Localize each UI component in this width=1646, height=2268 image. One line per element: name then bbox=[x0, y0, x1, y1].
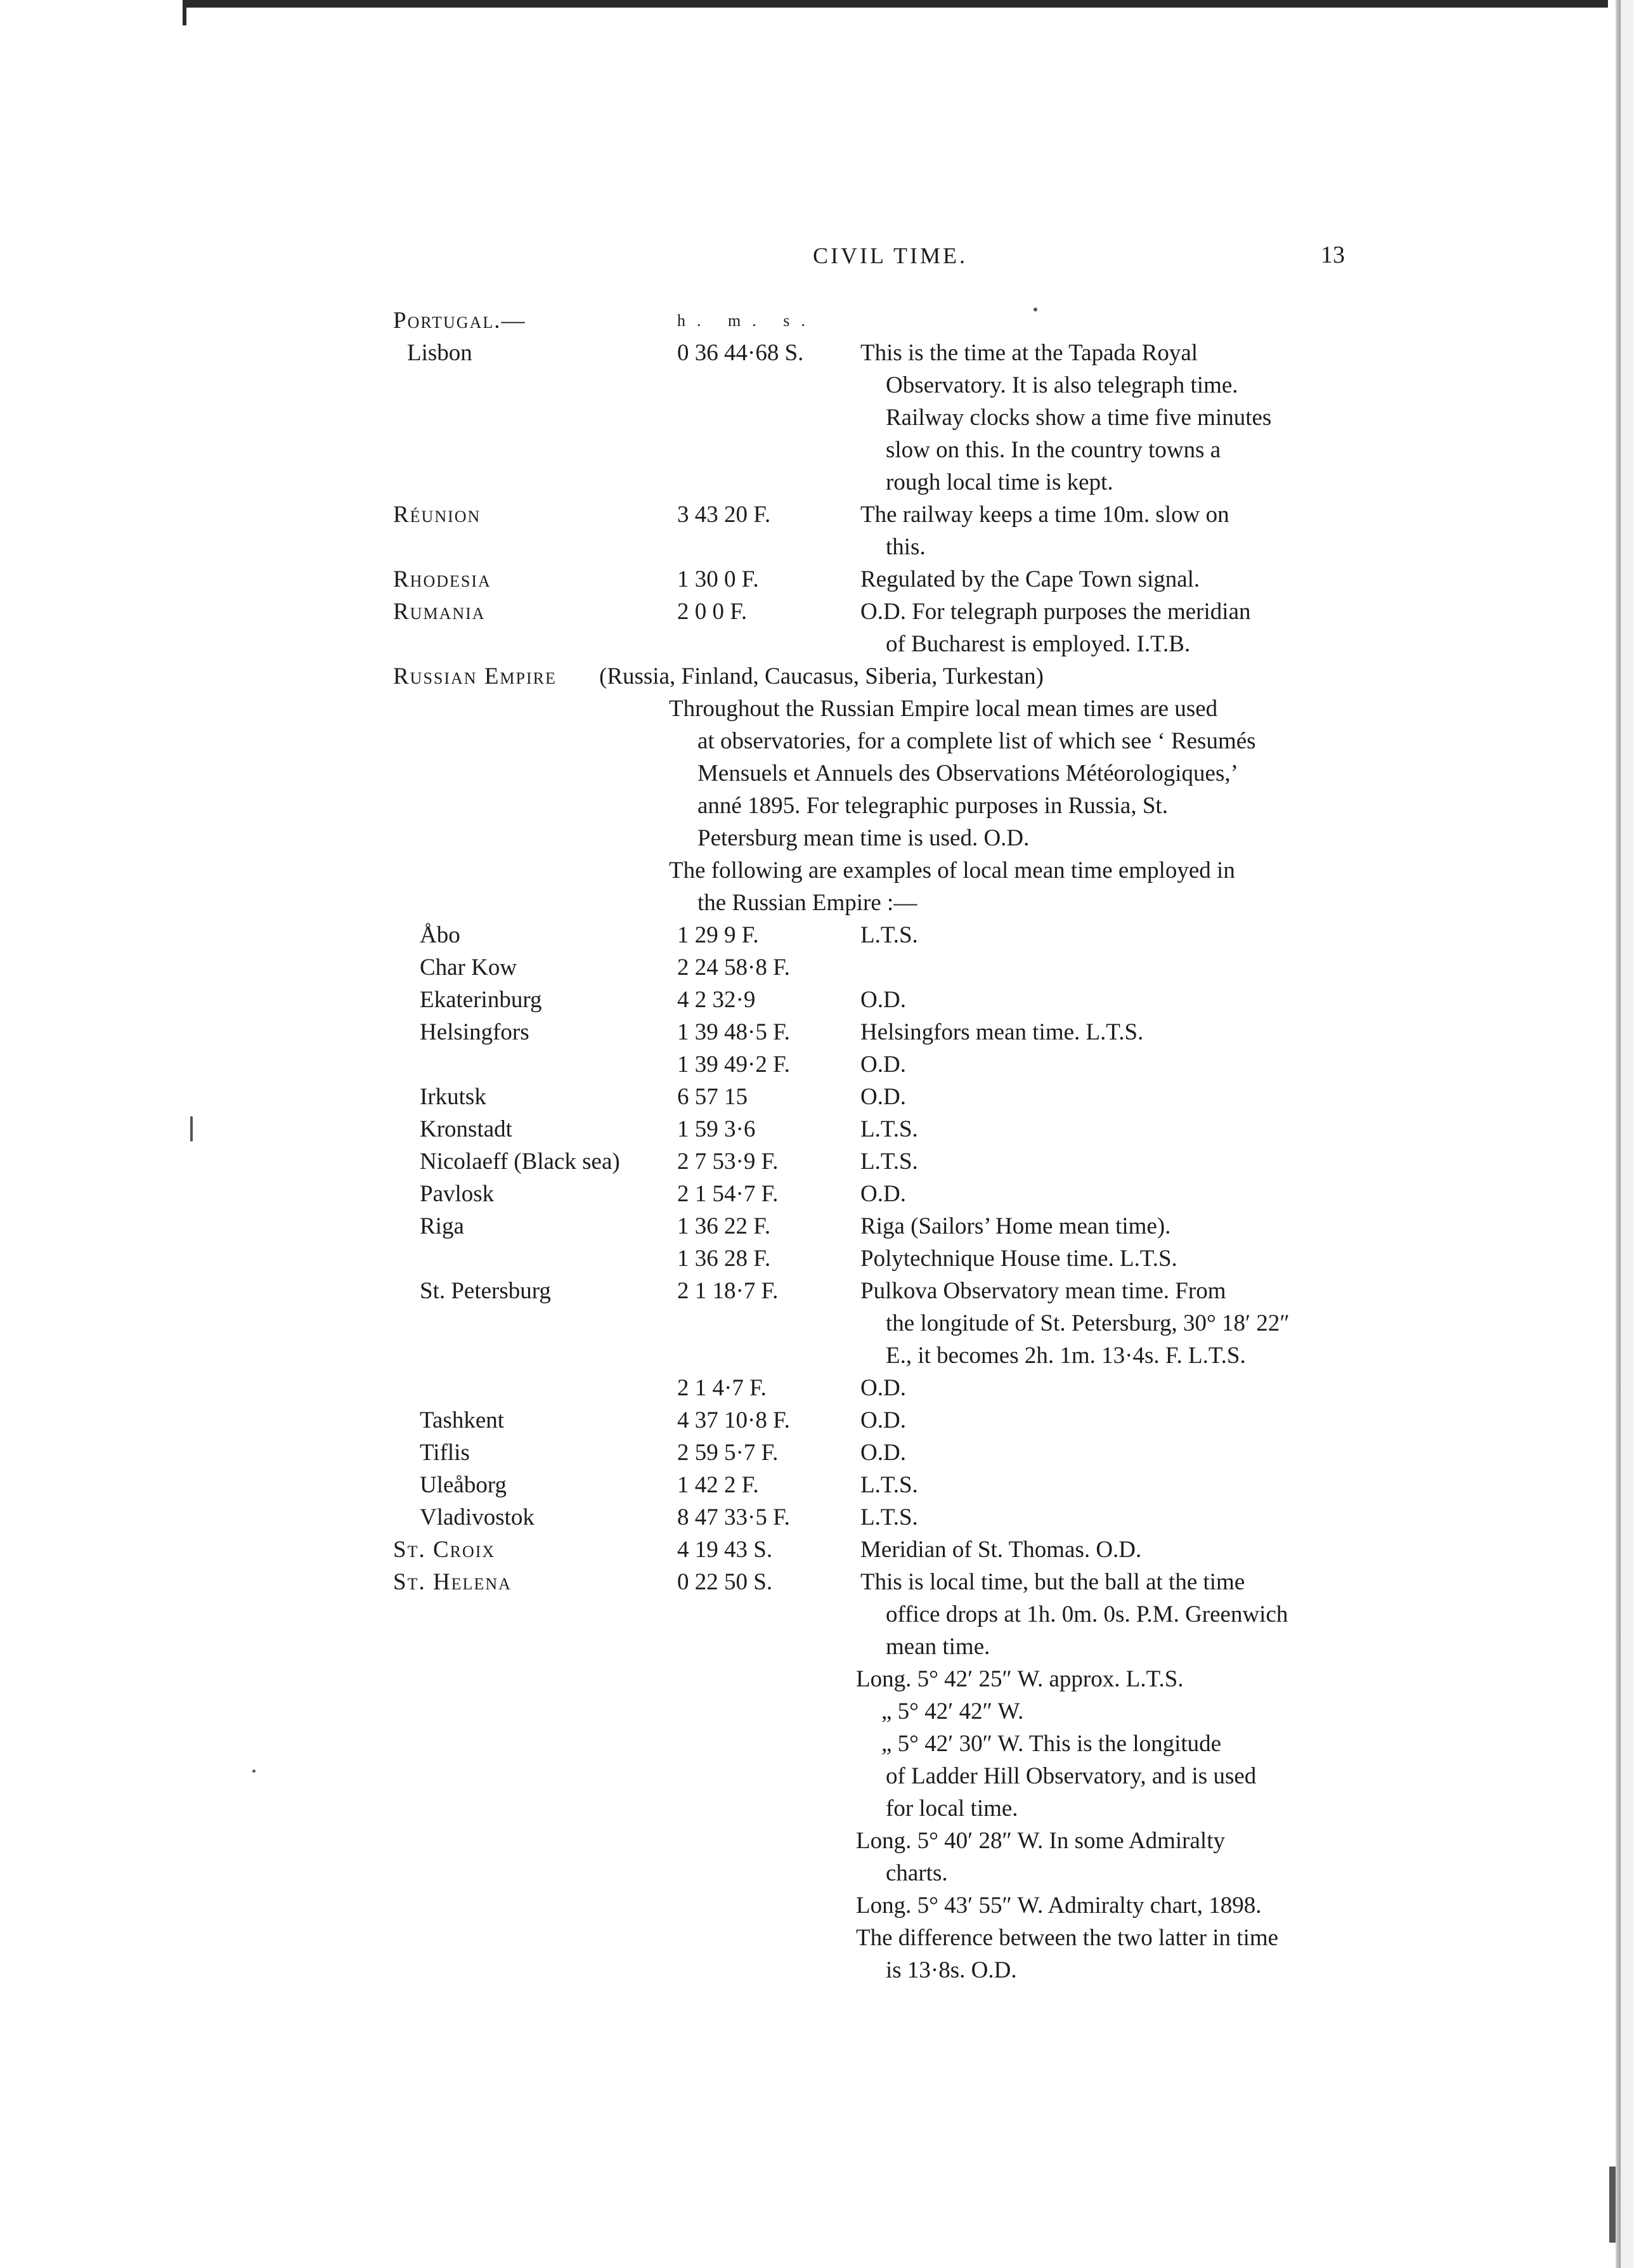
note-text: charts. bbox=[886, 1860, 948, 1886]
note-text: of Bucharest is employed. I.T.B. bbox=[886, 631, 1191, 657]
note-text: Long. 5° 40′ 28″ W. In some Admiralty bbox=[856, 1828, 1225, 1854]
table-row bbox=[0, 337, 1646, 369]
time-value: 0 22 50 S. bbox=[677, 1569, 773, 1595]
time-value: 1 39 48·5 F. bbox=[677, 1019, 790, 1045]
table-row bbox=[0, 1048, 1646, 1081]
table-row bbox=[0, 1598, 1646, 1631]
table-row bbox=[0, 1081, 1646, 1113]
country-name: Réunion bbox=[393, 502, 481, 528]
table-row bbox=[0, 1631, 1646, 1663]
note-text: „ 5° 42′ 42″ W. bbox=[881, 1698, 1024, 1724]
note-text: O.D. bbox=[860, 1084, 906, 1110]
time-value: 2 59 5·7 F. bbox=[677, 1440, 779, 1466]
note-text: Polytechnique House time. L.T.S. bbox=[860, 1246, 1177, 1272]
table-row bbox=[0, 369, 1646, 401]
time-value: 0 36 44·68 S. bbox=[677, 340, 804, 366]
place-name: Riga bbox=[420, 1213, 464, 1239]
time-value: 1 42 2 F. bbox=[677, 1472, 759, 1498]
place-name: Nicolaeff (Black sea) bbox=[420, 1149, 620, 1175]
table-row bbox=[0, 725, 1646, 757]
time-value: 4 19 43 S. bbox=[677, 1537, 773, 1563]
time-value: 1 59 3·6 bbox=[677, 1116, 756, 1142]
page-header bbox=[0, 242, 1646, 280]
place-name: Ekaterinburg bbox=[420, 987, 542, 1013]
note-text: Regulated by the Cape Town signal. bbox=[860, 566, 1200, 592]
country-subtitle: (Russia, Finland, Caucasus, Siberia, Turkestan) bbox=[599, 663, 1044, 689]
place-name: Irkutsk bbox=[420, 1084, 486, 1110]
table-row bbox=[0, 1695, 1646, 1728]
place-name: Åbo bbox=[420, 922, 460, 948]
time-value: 2 1 54·7 F. bbox=[677, 1181, 779, 1207]
table-row bbox=[0, 757, 1646, 790]
table-row bbox=[0, 1889, 1646, 1922]
note-text: O.D. For telegraph purposes the meridian bbox=[860, 599, 1251, 625]
note-text: This is the time at the Tapada Royal bbox=[860, 340, 1198, 366]
table-row bbox=[0, 1437, 1646, 1469]
country-name: Rhodesia bbox=[393, 566, 491, 592]
civil-time-table bbox=[0, 304, 1646, 1986]
table-row bbox=[0, 1663, 1646, 1695]
note-text: Long. 5° 43′ 55″ W. Admiralty chart, 1898. bbox=[856, 1893, 1262, 1919]
time-value: 2 7 53·9 F. bbox=[677, 1149, 779, 1175]
page-edge-top bbox=[184, 0, 1608, 8]
table-row bbox=[0, 1339, 1646, 1372]
note-text: O.D. bbox=[860, 1440, 906, 1466]
note-text: This is local time, but the ball at the time bbox=[860, 1569, 1245, 1595]
table-row bbox=[0, 401, 1646, 434]
table-row bbox=[0, 1566, 1646, 1598]
time-value: 1 36 28 F. bbox=[677, 1246, 771, 1272]
note-text: Railway clocks show a time five minutes bbox=[886, 405, 1272, 431]
note-text: O.D. bbox=[860, 1052, 906, 1078]
table-row bbox=[0, 1825, 1646, 1857]
table-row bbox=[0, 1372, 1646, 1404]
note-text: L.T.S. bbox=[860, 922, 918, 948]
table-row bbox=[0, 1922, 1646, 1954]
note-text: anné 1895. For telegraphic purposes in Russia, St. bbox=[697, 793, 1168, 819]
note-text: office drops at 1h. 0m. 0s. P.M. Greenwich bbox=[886, 1601, 1288, 1627]
time-value: 3 43 20 F. bbox=[677, 502, 771, 528]
table-row bbox=[0, 822, 1646, 854]
table-row bbox=[0, 1728, 1646, 1760]
note-text: slow on this. In the country towns a bbox=[886, 437, 1221, 463]
place-name: Tashkent bbox=[420, 1407, 505, 1433]
country-name: St. Helena bbox=[393, 1569, 512, 1595]
table-row bbox=[0, 1501, 1646, 1534]
time-value: 1 36 22 F. bbox=[677, 1213, 771, 1239]
table-row bbox=[0, 628, 1646, 660]
table-row bbox=[0, 563, 1646, 596]
table-row bbox=[0, 434, 1646, 466]
time-units-header: h. m. s. bbox=[677, 311, 817, 330]
note-text: O.D. bbox=[860, 1375, 906, 1401]
note-text: L.T.S. bbox=[860, 1149, 918, 1175]
time-value: 1 29 9 F. bbox=[677, 922, 759, 948]
note-text: for local time. bbox=[886, 1796, 1018, 1822]
table-row bbox=[0, 887, 1646, 919]
table-row bbox=[0, 1469, 1646, 1501]
note-text: L.T.S. bbox=[860, 1472, 918, 1498]
note-text: the longitude of St. Petersburg, 30° 18′ 22″ bbox=[886, 1310, 1290, 1336]
note-text: Meridian of St. Thomas. O.D. bbox=[860, 1537, 1142, 1563]
note-text: O.D. bbox=[860, 1407, 906, 1433]
note-text: Observatory. It is also telegraph time. bbox=[886, 372, 1238, 398]
table-row bbox=[0, 951, 1646, 984]
table-row bbox=[0, 1210, 1646, 1242]
time-value: 4 2 32·9 bbox=[677, 987, 756, 1013]
time-value: 2 0 0 F. bbox=[677, 599, 748, 625]
note-text: the Russian Empire :— bbox=[697, 890, 917, 916]
time-value: 2 24 58·8 F. bbox=[677, 955, 790, 981]
note-text: „ 5° 42′ 30″ W. This is the longitude bbox=[881, 1731, 1222, 1757]
table-row bbox=[0, 1113, 1646, 1145]
place-name: Char Kow bbox=[420, 955, 517, 981]
note-text: of Ladder Hill Observatory, and is used bbox=[886, 1763, 1257, 1789]
note-text: Mensuels et Annuels des Observations Météorologiques,’ bbox=[697, 760, 1238, 786]
table-row bbox=[0, 919, 1646, 951]
note-text: Pulkova Observatory mean time. From bbox=[860, 1278, 1226, 1304]
table-row bbox=[0, 1534, 1646, 1566]
note-text: O.D. bbox=[860, 987, 906, 1013]
place-name: St. Petersburg bbox=[420, 1278, 551, 1304]
running-title: CIVIL TIME. bbox=[813, 243, 968, 268]
note-text: Petersburg mean time is used. O.D. bbox=[697, 825, 1030, 851]
note-text: The following are examples of local mean time employed in bbox=[669, 857, 1235, 883]
note-text: The railway keeps a time 10m. slow on bbox=[860, 502, 1229, 528]
table-row bbox=[0, 1307, 1646, 1339]
table-row bbox=[0, 693, 1646, 725]
table-row bbox=[0, 790, 1646, 822]
note-text: at observatories, for a complete list of which see ‘ Resumés bbox=[697, 728, 1256, 754]
note-text: E., it becomes 2h. 1m. 13·4s. F. L.T.S. bbox=[886, 1343, 1246, 1369]
place-name: Lisbon bbox=[407, 340, 472, 366]
note-text: O.D. bbox=[860, 1181, 906, 1207]
note-text: L.T.S. bbox=[860, 1116, 918, 1142]
place-name: Vladivostok bbox=[420, 1504, 535, 1530]
table-row bbox=[0, 1178, 1646, 1210]
table-row bbox=[0, 1857, 1646, 1889]
table-row bbox=[0, 984, 1646, 1016]
note-text: Throughout the Russian Empire local mean times are used bbox=[669, 696, 1218, 722]
time-value: 4 37 10·8 F. bbox=[677, 1407, 790, 1433]
time-value: 8 47 33·5 F. bbox=[677, 1504, 790, 1530]
binding-mark bbox=[1609, 2167, 1616, 2243]
note-text: Riga (Sailors’ Home mean time). bbox=[860, 1213, 1171, 1239]
note-text: Helsingfors mean time. L.T.S. bbox=[860, 1019, 1144, 1045]
table-row bbox=[0, 466, 1646, 499]
note-text: this. bbox=[886, 534, 926, 560]
country-name: Russian Empire bbox=[393, 663, 557, 689]
table-row bbox=[0, 1404, 1646, 1437]
place-name: Kronstadt bbox=[420, 1116, 512, 1142]
table-row bbox=[0, 1760, 1646, 1792]
time-value: 6 57 15 bbox=[677, 1084, 748, 1110]
time-value: 1 39 49·2 F. bbox=[677, 1052, 790, 1078]
table-row bbox=[0, 1275, 1646, 1307]
country-name: St. Croix bbox=[393, 1537, 496, 1563]
time-value: 2 1 18·7 F. bbox=[677, 1278, 779, 1304]
time-value: 2 1 4·7 F. bbox=[677, 1375, 767, 1401]
note-text: is 13·8s. O.D. bbox=[886, 1957, 1017, 1983]
note-text: mean time. bbox=[886, 1634, 990, 1660]
table-row bbox=[0, 499, 1646, 531]
table-row bbox=[0, 1792, 1646, 1825]
table-row bbox=[0, 596, 1646, 628]
country-name: Portugal.— bbox=[393, 308, 526, 334]
note-text: rough local time is kept. bbox=[886, 469, 1113, 495]
table-row bbox=[0, 1016, 1646, 1048]
note-text: L.T.S. bbox=[860, 1504, 918, 1530]
note-text: Long. 5° 42′ 25″ W. approx. L.T.S. bbox=[856, 1666, 1184, 1692]
table-row bbox=[0, 854, 1646, 887]
place-name: Helsingfors bbox=[420, 1019, 529, 1045]
table-row bbox=[0, 1145, 1646, 1178]
table-row bbox=[0, 304, 1646, 337]
place-name: Pavlosk bbox=[420, 1181, 495, 1207]
table-row bbox=[0, 1954, 1646, 1986]
place-name: Uleåborg bbox=[420, 1472, 507, 1498]
country-name: Rumania bbox=[393, 599, 486, 625]
page-number: 13 bbox=[1321, 242, 1345, 268]
table-row bbox=[0, 531, 1646, 563]
table-row bbox=[0, 660, 1646, 693]
time-value: 1 30 0 F. bbox=[677, 566, 759, 592]
place-name: Tiflis bbox=[420, 1440, 470, 1466]
table-row bbox=[0, 1242, 1646, 1275]
note-text: The difference between the two latter in time bbox=[856, 1925, 1279, 1951]
